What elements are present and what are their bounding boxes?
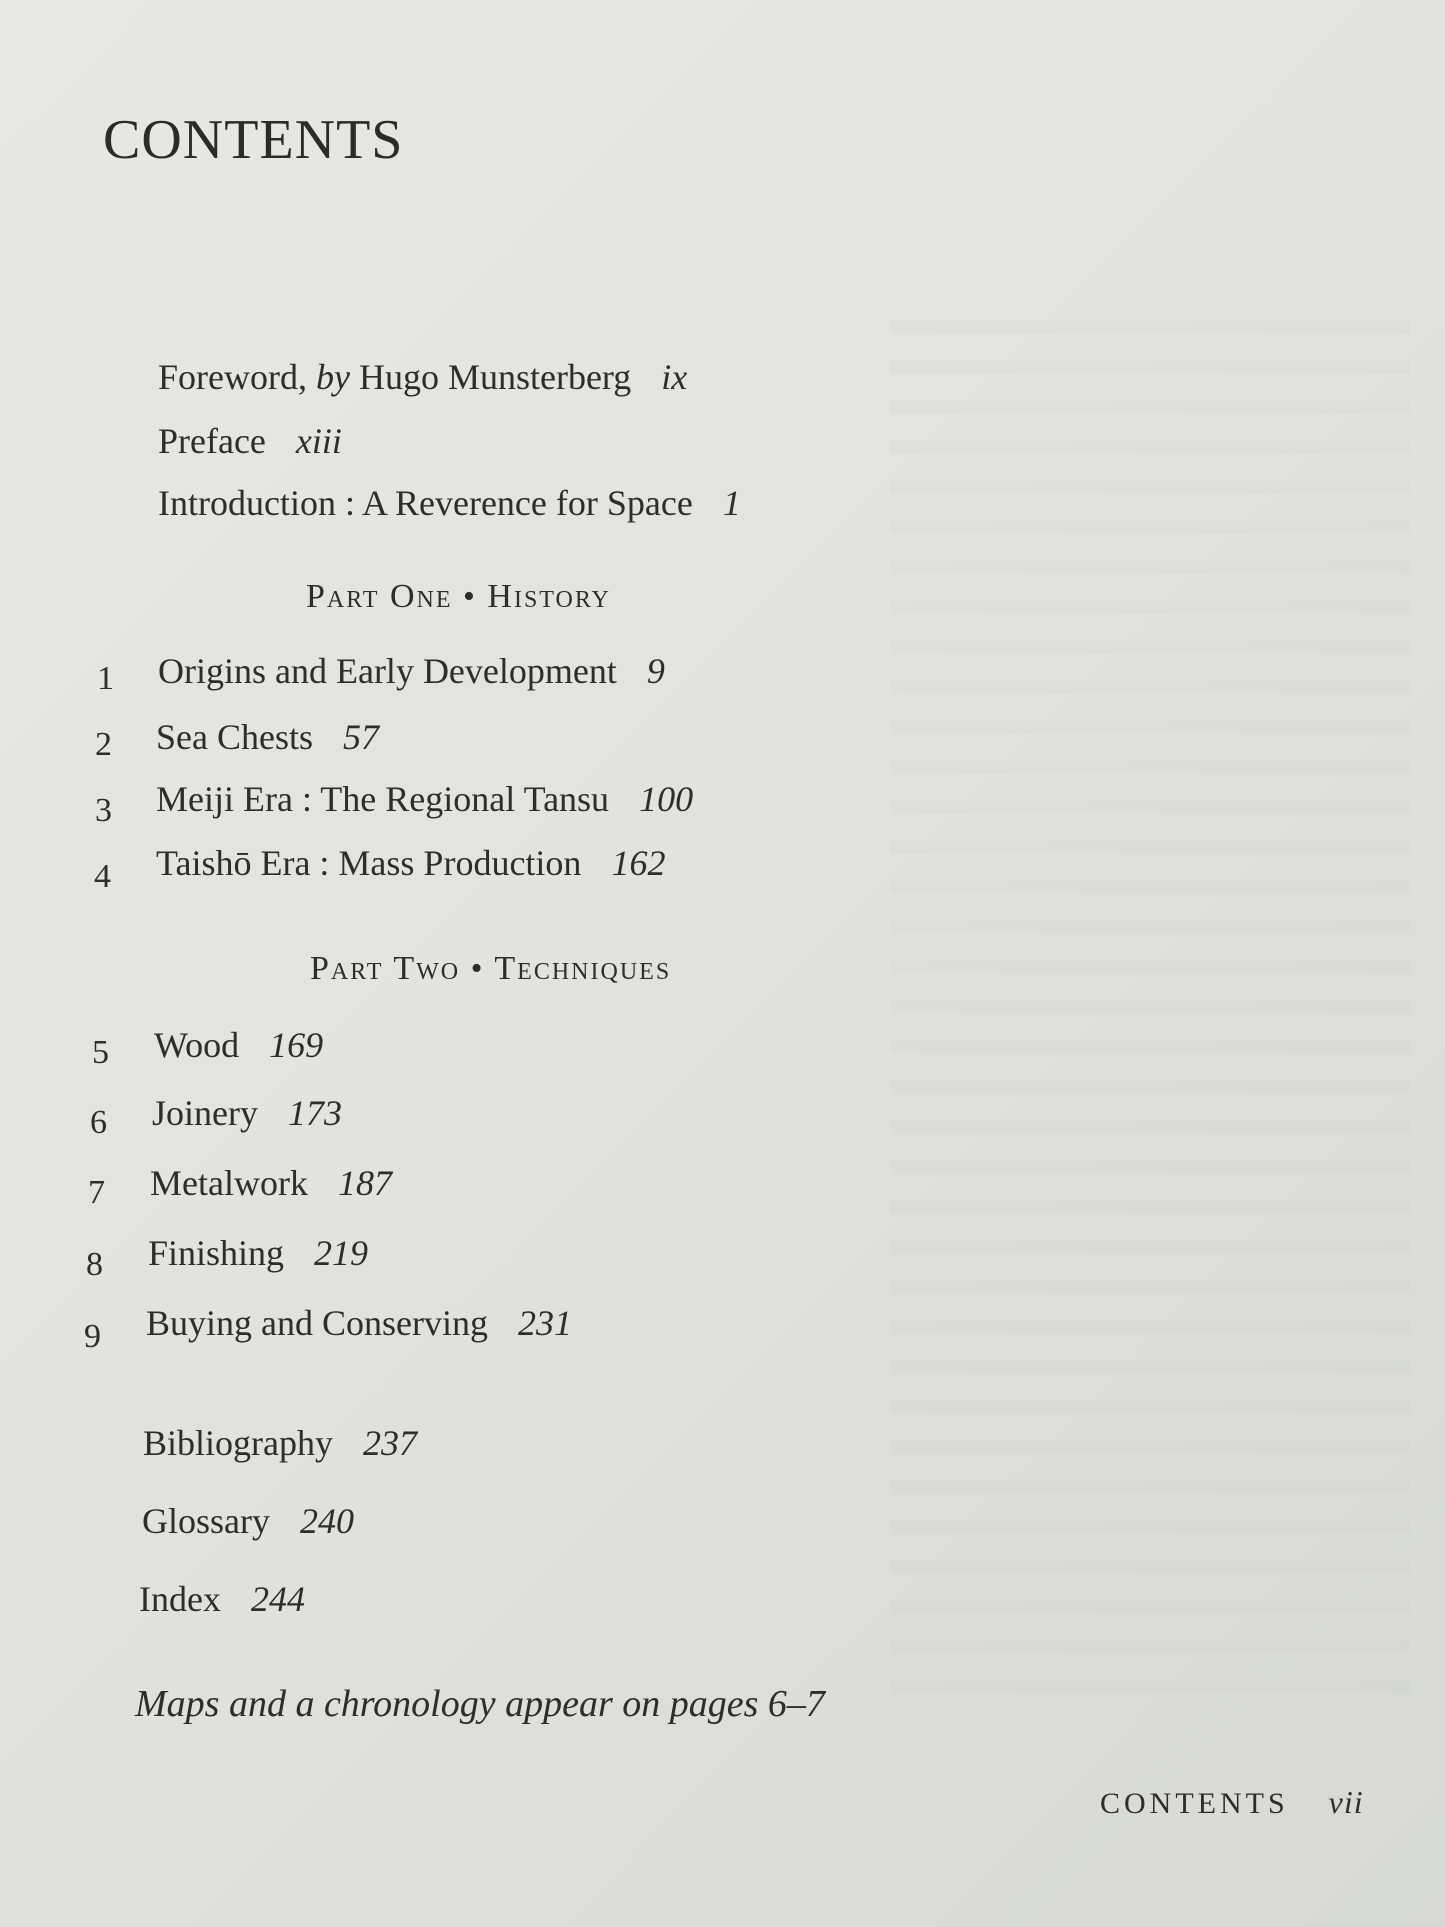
part-heading: Part Two • Techniques xyxy=(310,950,672,987)
show-through-text xyxy=(890,320,1410,1720)
chapter-number: 2 xyxy=(95,726,112,763)
entry-label: Buying and Conserving xyxy=(146,1303,488,1343)
chapter-number: 1 xyxy=(97,660,114,697)
entry-label: Joinery xyxy=(152,1093,258,1133)
toc-entry-chapter xyxy=(148,1232,368,1274)
toc-entry-chapter xyxy=(156,716,379,758)
chapter-number: 6 xyxy=(90,1104,107,1141)
toc-entry-index xyxy=(139,1578,305,1620)
entry-label: Taishō Era : Mass Production xyxy=(156,843,582,883)
entry-label: Index xyxy=(139,1579,221,1619)
toc-entry-preface xyxy=(158,420,342,462)
toc-entry-chapter xyxy=(150,1162,392,1204)
entry-label: Meiji Era : The Regional Tansu xyxy=(156,779,610,819)
toc-entry-chapter xyxy=(156,778,693,820)
entry-page: ix xyxy=(661,357,688,397)
chapter-number: 8 xyxy=(86,1246,103,1283)
entry-label: Introduction : A Reverence for Space xyxy=(158,483,693,523)
entry-label: Metalwork xyxy=(150,1163,308,1203)
folio: vii xyxy=(1328,1784,1364,1820)
entry-label: Wood xyxy=(154,1025,240,1065)
toc-entry-foreword xyxy=(158,356,687,398)
entry-label: Origins and Early Development xyxy=(158,651,617,691)
entry-page: 57 xyxy=(343,717,379,757)
entry-page: 169 xyxy=(269,1025,324,1065)
entry-page: 237 xyxy=(362,1423,417,1463)
entry-label: Sea Chests xyxy=(156,717,313,757)
chapter-number: 5 xyxy=(92,1034,109,1071)
maps-note: Maps and a chronology appear on pages 6–7 xyxy=(135,1683,825,1725)
chapter-number: 9 xyxy=(84,1318,101,1355)
page-title: CONTENTS xyxy=(103,109,404,171)
toc-entry-chapter xyxy=(154,1024,323,1066)
toc-entry-chapter xyxy=(156,842,665,884)
entry-label: Preface xyxy=(158,421,266,461)
entry-page: 1 xyxy=(722,483,741,523)
entry-label: Glossary xyxy=(142,1501,270,1541)
chapter-number: 7 xyxy=(88,1174,105,1211)
entry-author: Hugo Munsterberg xyxy=(349,357,632,397)
part-heading: Part One • History xyxy=(306,578,611,615)
toc-entry-glossary xyxy=(142,1500,354,1542)
entry-page: 231 xyxy=(517,1303,572,1343)
entry-by: by xyxy=(315,357,350,397)
toc-entry-chapter xyxy=(158,650,665,692)
entry-page: 173 xyxy=(287,1093,342,1133)
entry-page: 244 xyxy=(250,1579,305,1619)
entry-label: Bibliography xyxy=(143,1423,333,1463)
toc-entry-introduction xyxy=(158,482,741,524)
entry-page: 162 xyxy=(611,843,666,883)
entry-page: 240 xyxy=(300,1501,354,1541)
footer-label: CONTENTS xyxy=(1100,1787,1289,1820)
toc-entry-chapter xyxy=(146,1302,572,1344)
entry-label: Foreword, xyxy=(158,357,316,397)
entry-page: 9 xyxy=(646,651,665,691)
entry-label: Finishing xyxy=(148,1233,285,1273)
running-footer xyxy=(1100,1784,1364,1821)
entry-page: 219 xyxy=(314,1233,369,1273)
chapter-number: 3 xyxy=(95,792,112,829)
toc-entry-bibliography xyxy=(143,1422,417,1464)
entry-page: 100 xyxy=(639,779,694,819)
chapter-number: 4 xyxy=(94,858,111,895)
entry-page: 187 xyxy=(337,1163,392,1203)
entry-page: xiii xyxy=(295,421,342,461)
toc-entry-chapter xyxy=(152,1092,342,1134)
